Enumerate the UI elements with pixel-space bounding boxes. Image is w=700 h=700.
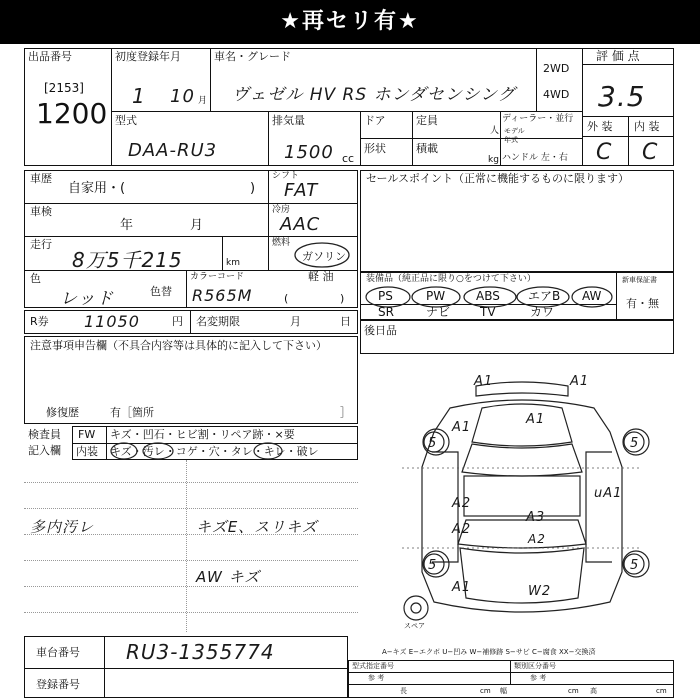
fuel-gas: ガソリン bbox=[302, 250, 346, 263]
mark-a1-hood: A1 bbox=[526, 412, 546, 427]
color-code-value: R565M bbox=[192, 286, 253, 305]
car-name-value: ヴェゼル HV RS ホンダセンシング bbox=[232, 85, 516, 105]
rear-items-box bbox=[360, 320, 674, 354]
equip-pw: PW bbox=[426, 289, 446, 303]
divider bbox=[536, 48, 537, 112]
dim-length: 長 bbox=[400, 687, 407, 695]
notes-label: 注意事項申告欄（不具合内容等は具体的に記入して下さい） bbox=[30, 339, 327, 352]
capacity-label: 定員 bbox=[416, 114, 438, 127]
car-name-label: 車名・グレード bbox=[214, 50, 291, 63]
capacity-unit: 人 bbox=[490, 126, 500, 136]
equip-aw: AW bbox=[582, 289, 602, 303]
legend: A−キズ E−エクボ U−凹み W−補修跡 S−サビ C−腐食 XX−交換済 bbox=[382, 648, 596, 656]
displacement-unit: cc bbox=[342, 152, 355, 165]
category-no-ref: 参 考 bbox=[530, 674, 547, 682]
note-line bbox=[24, 612, 358, 613]
sales-points-box bbox=[360, 170, 674, 272]
divider bbox=[268, 111, 269, 166]
shift-value: FAT bbox=[284, 180, 319, 201]
lot-number: 1200 bbox=[36, 97, 108, 130]
divider bbox=[186, 270, 187, 308]
inspection-label: 車検 bbox=[30, 205, 52, 218]
mark-ua1: uA1 bbox=[594, 486, 623, 501]
color-paren-open: ( bbox=[284, 292, 289, 305]
first-reg-month-unit: 月 bbox=[198, 96, 208, 106]
divider bbox=[106, 426, 107, 460]
rating-label: 評 価 点 bbox=[596, 49, 640, 63]
divider bbox=[628, 116, 629, 166]
mark-a1-left-front: A1 bbox=[452, 420, 472, 435]
divider bbox=[186, 460, 187, 632]
name-change-month: 月 bbox=[290, 315, 301, 328]
note-left: 多内汚レ bbox=[30, 518, 95, 536]
lot-sub: [2153] bbox=[44, 81, 84, 95]
divider bbox=[24, 236, 358, 237]
divider bbox=[24, 203, 358, 204]
mark-w2-trunk: W2 bbox=[528, 584, 552, 599]
note-line bbox=[24, 482, 358, 483]
inspection-year: 年 bbox=[120, 218, 134, 233]
equip-airbag: エアB bbox=[528, 289, 561, 303]
mark-5-right-front: 5 bbox=[630, 436, 640, 451]
recycle-label: R券 bbox=[30, 315, 49, 328]
color-value: レッド bbox=[60, 289, 114, 309]
drive-4wd: 4WD bbox=[543, 88, 570, 101]
inspector-row2-head: 内装 bbox=[76, 445, 98, 458]
model-year-label1: モデル bbox=[504, 127, 525, 135]
equip-sr: SR bbox=[378, 305, 394, 319]
equip-tv: TV bbox=[480, 305, 496, 319]
first-reg-year: 1 bbox=[132, 84, 146, 108]
displacement-label: 排気量 bbox=[272, 114, 305, 127]
history-close: ) bbox=[250, 181, 256, 196]
load-label: 積載 bbox=[416, 142, 438, 155]
mark-spare: スペア bbox=[404, 622, 425, 630]
equip-abs: ABS bbox=[476, 289, 500, 303]
rating-int-label: 内 装 bbox=[634, 120, 660, 133]
fuel-gas-circle bbox=[292, 240, 352, 270]
dim-cm1: cm bbox=[480, 687, 491, 695]
ac-value: AAC bbox=[280, 214, 321, 235]
repair-close: ］ bbox=[340, 406, 351, 419]
shift-label: シフト bbox=[272, 171, 300, 181]
shape-label: 形状 bbox=[364, 142, 386, 155]
drive-2wd: 2WD bbox=[543, 62, 570, 75]
history-label: 車歴 bbox=[30, 172, 52, 185]
mark-a1-left-rear: A1 bbox=[452, 580, 472, 595]
lot-label: 出品番号 bbox=[28, 50, 72, 63]
equip-leather: カワ bbox=[530, 305, 555, 319]
mark-5-right-rear: 5 bbox=[630, 558, 640, 573]
chassis-value: RU3-1355774 bbox=[126, 640, 275, 664]
displacement-value: 1500 bbox=[284, 142, 334, 163]
first-reg-month: 10 bbox=[170, 86, 195, 107]
mileage-unit: km bbox=[226, 258, 240, 268]
inspector-row1-head: FW bbox=[78, 428, 96, 441]
rating-int-value: C bbox=[642, 140, 659, 165]
reg-no-label: 登録番号 bbox=[36, 678, 80, 691]
mark-5-left-front: 5 bbox=[428, 436, 438, 451]
type-designation-ref: 参 考 bbox=[368, 674, 385, 682]
divider bbox=[360, 138, 583, 139]
diagram-circles bbox=[418, 428, 678, 588]
equip-ps: PS bbox=[378, 289, 393, 303]
dim-cm2: cm bbox=[568, 687, 579, 695]
first-reg-label: 初度登録年月 bbox=[115, 50, 181, 63]
ac-label: 冷房 bbox=[272, 205, 291, 215]
type-designation-label: 型式指定番号 bbox=[352, 662, 394, 670]
name-change-day: 日 bbox=[340, 315, 351, 328]
banner-text: ★再セリ有★ bbox=[280, 9, 420, 34]
divider bbox=[104, 636, 105, 698]
mark-a1-top-left: A1 bbox=[474, 374, 494, 389]
inspector-row1: キズ・凹石・ヒビ割・リペア跡・×要 bbox=[110, 428, 295, 441]
mark-5-left-rear: 5 bbox=[428, 558, 438, 573]
rating-value: 3.5 bbox=[598, 80, 646, 113]
mark-a2-left1: A2 bbox=[452, 496, 472, 511]
rating-ext-value: C bbox=[596, 140, 613, 165]
divider bbox=[348, 672, 674, 673]
mark-a3-roof: A3 bbox=[526, 510, 546, 525]
note-line bbox=[24, 586, 358, 587]
inspector-label1: 検査員 bbox=[28, 428, 61, 441]
inspection-month: 月 bbox=[190, 218, 204, 233]
name-change-label: 名変期限 bbox=[196, 315, 240, 328]
inspector-label2: 記入欄 bbox=[28, 444, 61, 457]
inspector-row2: キズ・汚レ・コゲ・穴・タレ・キレ・破レ bbox=[110, 445, 319, 458]
load-unit: kg bbox=[488, 155, 499, 165]
mileage-label: 走行 bbox=[30, 238, 52, 251]
mark-a2-left2: A2 bbox=[452, 522, 472, 537]
dim-width: 幅 bbox=[500, 687, 507, 695]
dealer-label: ディーラー・並行 bbox=[502, 114, 574, 124]
history-value: 自家用・( bbox=[68, 181, 126, 196]
note-right2: AW キズ bbox=[196, 568, 261, 586]
mileage-value: 8万5千215 bbox=[72, 248, 183, 272]
category-no-label: 類別区分番号 bbox=[514, 662, 556, 670]
color-paren-close: ) bbox=[340, 292, 345, 305]
recycle-value: 11050 bbox=[84, 312, 140, 331]
divider bbox=[222, 237, 223, 270]
banner bbox=[0, 0, 700, 44]
divider bbox=[616, 272, 617, 320]
model-value: DAA-RU3 bbox=[128, 140, 218, 161]
fuel-diesel: 軽 油 bbox=[308, 270, 334, 283]
recycle-unit: 円 bbox=[172, 315, 183, 328]
equip-navi: ナビ bbox=[426, 305, 451, 319]
handle-label: ハンドル 左・右 bbox=[502, 153, 568, 163]
dim-cm3: cm bbox=[656, 687, 667, 695]
door-label: ドア bbox=[364, 114, 386, 127]
model-label: 型式 bbox=[115, 114, 137, 127]
note-line bbox=[24, 508, 358, 509]
mark-a1-top-right: A1 bbox=[570, 374, 590, 389]
fuel-label: 燃料 bbox=[272, 238, 291, 248]
warranty-label: 新車保証書 bbox=[622, 276, 657, 284]
recycle-box bbox=[24, 310, 358, 334]
sales-points-label: セールスポイント（正常に機能するものに限ります） bbox=[366, 172, 630, 185]
warranty-value: 有・無 bbox=[626, 297, 659, 310]
rating-ext-label: 外 装 bbox=[587, 120, 613, 133]
color-label: 色 bbox=[30, 272, 41, 285]
model-year-label2: 年式 bbox=[504, 136, 518, 144]
divider bbox=[348, 684, 674, 685]
divider bbox=[24, 668, 348, 669]
color-code-label: カラーコード bbox=[190, 272, 245, 282]
mark-a2-rear: A2 bbox=[528, 532, 546, 546]
type-box bbox=[348, 660, 674, 698]
equipment-circles bbox=[360, 282, 616, 314]
inspector-circles bbox=[110, 441, 290, 463]
color-num-label: 色替 bbox=[150, 285, 172, 298]
divider bbox=[190, 310, 191, 334]
rear-items-label: 後日品 bbox=[364, 324, 397, 337]
dim-height: 高 bbox=[590, 687, 597, 695]
divider bbox=[268, 170, 269, 270]
repair-label: 修復歴 bbox=[46, 406, 79, 419]
divider bbox=[510, 660, 511, 684]
note-right1: キズE、スリキズ bbox=[196, 518, 318, 536]
repair-value: 有［箇所 bbox=[110, 406, 154, 419]
divider bbox=[582, 64, 674, 65]
equipment-label: 装備品（純正品に限り○をつけて下さい） bbox=[366, 274, 536, 284]
chassis-label: 車台番号 bbox=[36, 646, 80, 659]
divider bbox=[210, 48, 211, 112]
note-line bbox=[24, 560, 358, 561]
